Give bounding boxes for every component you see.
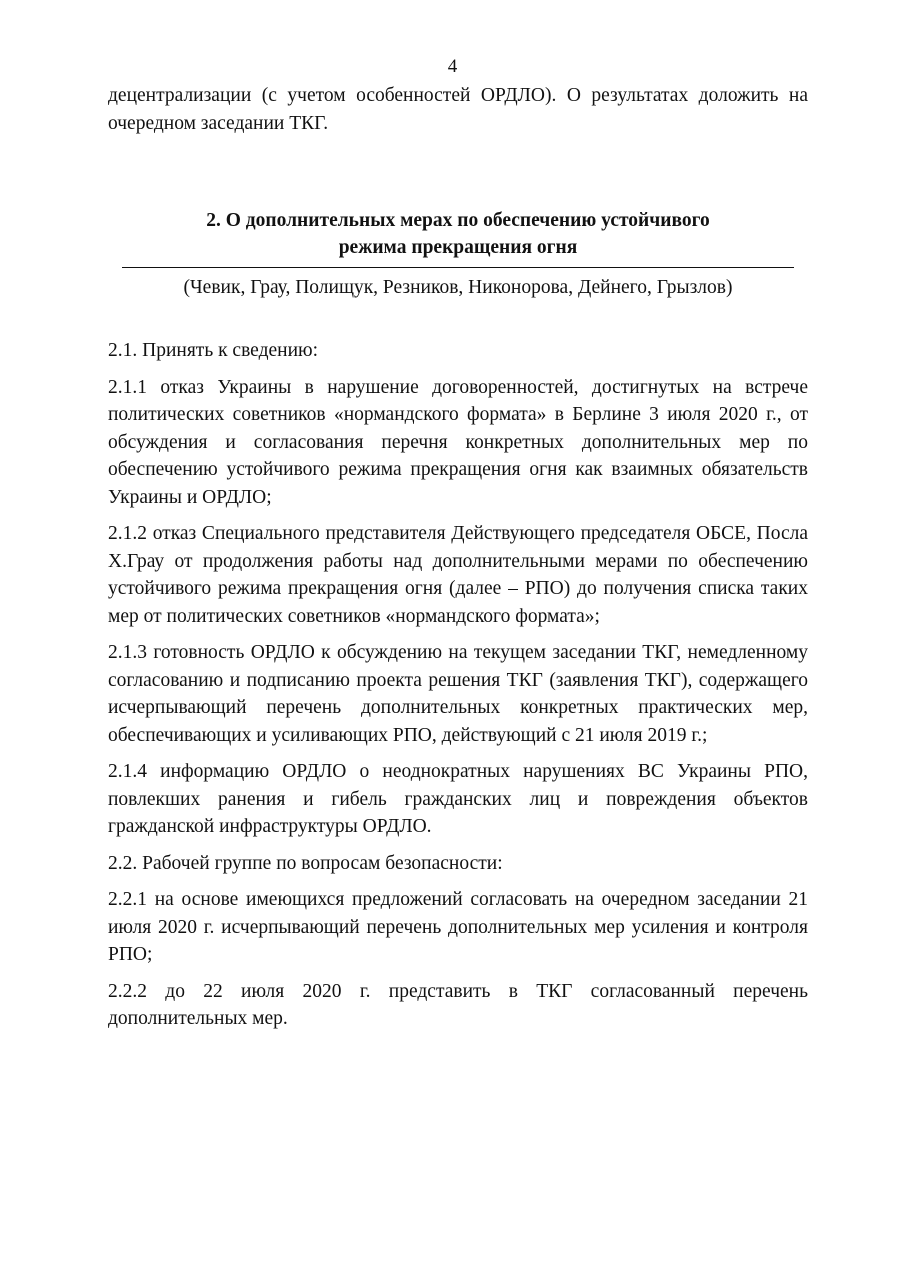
section-title-line-1: 2. О дополнительных мерах по обеспечению устойчивого [206, 210, 710, 231]
section-title-line-2: режима прекращения огня [338, 237, 578, 258]
document-body [108, 82, 808, 1033]
paragraph-2-1-3: 2.1.3 готовность ОРДЛО к обсуждению на текущем заседании ТКГ, немедленному согласованию и подписанию проекта решения ТКГ (заявления ТКГ), содержащего исчерпывающий перечень дополнительных конкретных практических мер, обеспечивающих и усиливающих РПО, действующий с 21 июля 2019 г.; [108, 642, 808, 746]
paragraph-2-1-1: 2.1.1 отказ Украины в нарушение договоренностей, достигнутых на встрече политических советников «нормандского формата» в Берлине 3 июля 2020 г., от обсуждения и согласования перечня конкретных дополнительных мер по обеспечению устойчивого режима прекращения огня как взаимных обязательств Украины и ОРДЛО; [108, 376, 808, 508]
section-title [108, 207, 808, 261]
section-speakers: (Чевик, Грау, Полищук, Резников, Никонорова, Дейнего, Грызлов) [183, 277, 733, 298]
paragraph-2-1-2: 2.1.2 отказ Специального представителя Действующего председателя ОБСЕ, Посла Х.Грау от продолжения работы над дополнительными мерами по обеспечению устойчивого режима прекращения огня (далее – РПО) до получения списка таких мер от политических советников «нормандского формата»; [108, 523, 808, 627]
paragraph-2-2: 2.2. Рабочей группе по вопросам безопасности: [108, 852, 503, 874]
section-divider [122, 267, 794, 268]
paragraph-2-2-1: 2.2.1 на основе имеющихся предложений согласовать на очередном заседании 21 июля 2020 г. исчерпывающий перечень дополнительных мер усиления и контроля РПО; [108, 889, 808, 965]
page-number: 4 [447, 56, 458, 77]
section-body [108, 337, 808, 1033]
paragraph-2-1: 2.1. Принять к сведению: [108, 340, 319, 361]
intro-paragraph: децентрализации (с учетом особенностей ОРДЛО). О результатах доложить на очередном заседании ТКГ. [108, 85, 808, 134]
paragraph-2-2-2: 2.2.2 до 22 июля 2020 г. представить в ТКГ согласованный перечень дополнительных мер. [108, 980, 808, 1029]
paragraph-2-1-4: 2.1.4 информацию ОРДЛО о неоднократных нарушениях ВС Украины РПО, повлекших ранения и гибель гражданских лиц и повреждения объектов гражданской инфраструктуры ОРДЛО. [108, 761, 808, 837]
